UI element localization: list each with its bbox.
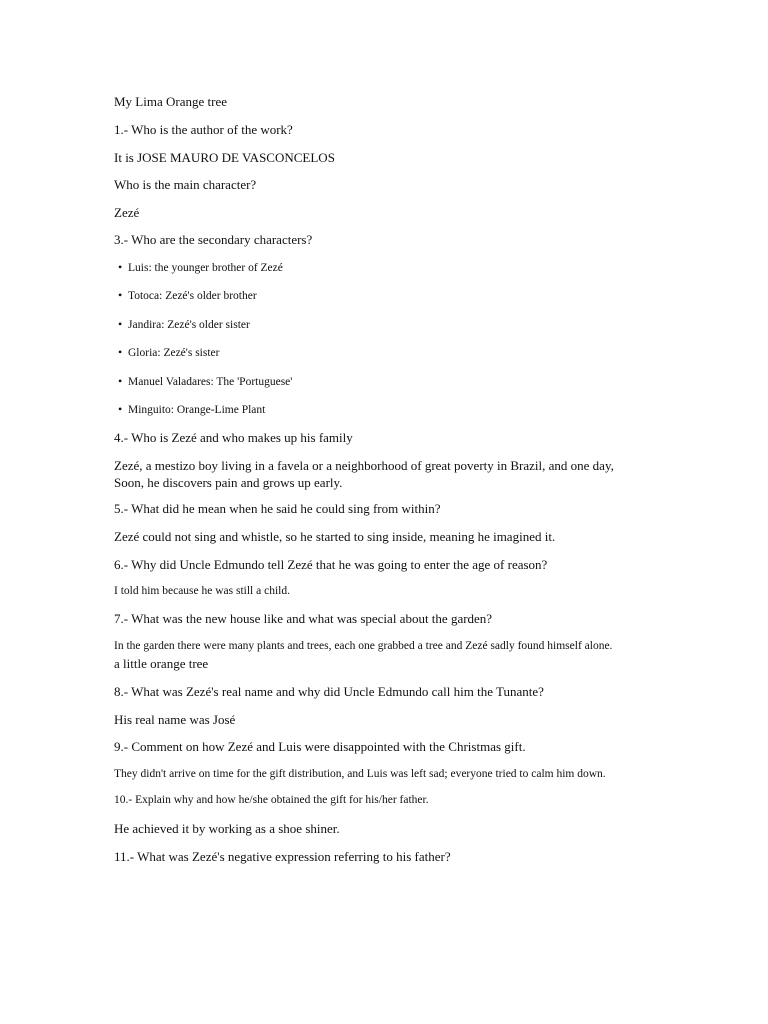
bullet-icon: • [118, 317, 123, 331]
question-11: 11.- What was Zezé's negative expression referring to his father? [114, 849, 451, 864]
bullet-icon: • [118, 288, 123, 302]
character-item-text: Minguito: Orange-Lime Plant [128, 404, 266, 416]
list-item [118, 401, 265, 419]
bullet-icon: • [118, 402, 123, 416]
character-item-text: Jandira: Zezé's older sister [128, 319, 250, 331]
character-item-text: Totoca: Zezé's older brother [128, 290, 257, 302]
bullet-icon: • [118, 345, 123, 359]
answer-2: Zezé [114, 205, 140, 220]
document-title: My Lima Orange tree [114, 94, 227, 109]
answer-10: He achieved it by working as a shoe shiner. [114, 821, 340, 836]
answer-1: It is JOSE MAURO DE VASCONCELOS [114, 150, 335, 165]
bullet-icon: • [118, 374, 123, 388]
question-2: Who is the main character? [114, 177, 257, 192]
question-10: 10.- Explain why and how he/she obtained the gift for his/her father. [114, 794, 429, 806]
character-item-text: Gloria: Zezé's sister [128, 347, 220, 359]
list-item [118, 316, 250, 334]
question-8: 8.- What was Zezé's real name and why did Uncle Edmundo call him the Tunante? [114, 684, 544, 699]
character-item-text: Luis: the younger brother of Zezé [128, 262, 283, 274]
question-4: 4.- Who is Zezé and who makes up his family [114, 430, 353, 445]
question-5: 5.- What did he mean when he said he could sing from within? [114, 501, 441, 516]
answer-4-line-2: Soon, he discovers pain and grows up early. [114, 475, 343, 490]
bullet-icon: • [118, 260, 123, 274]
answer-8: His real name was José [114, 712, 236, 727]
answer-5: Zezé could not sing and whistle, so he started to sing inside, meaning he imagined it. [114, 529, 556, 544]
list-item [118, 287, 257, 305]
character-item-text: Manuel Valadares: The 'Portuguese' [128, 376, 293, 388]
question-1: 1.- Who is the author of the work? [114, 122, 293, 137]
question-3: 3.- Who are the secondary characters? [114, 232, 313, 247]
answer-7-line-1: In the garden there were many plants and trees, each one grabbed a tree and Zezé sadly found himself alone. [114, 640, 613, 652]
answer-7-line-2: a little orange tree [114, 656, 209, 671]
answer-4-line-1: Zezé, a mestizo boy living in a favela or a neighborhood of great poverty in Brazil, and one day, [114, 458, 614, 473]
question-7: 7.- What was the new house like and what was special about the garden? [114, 611, 493, 626]
list-item [118, 259, 283, 277]
question-9: 9.- Comment on how Zezé and Luis were disappointed with the Christmas gift. [114, 739, 526, 754]
answer-6: I told him because he was still a child. [114, 585, 290, 597]
answer-9: They didn't arrive on time for the gift distribution, and Luis was left sad; everyone tried to calm him down. [114, 768, 606, 780]
list-item [118, 373, 292, 391]
list-item [118, 344, 219, 362]
question-6: 6.- Why did Uncle Edmundo tell Zezé that he was going to enter the age of reason? [114, 557, 548, 572]
